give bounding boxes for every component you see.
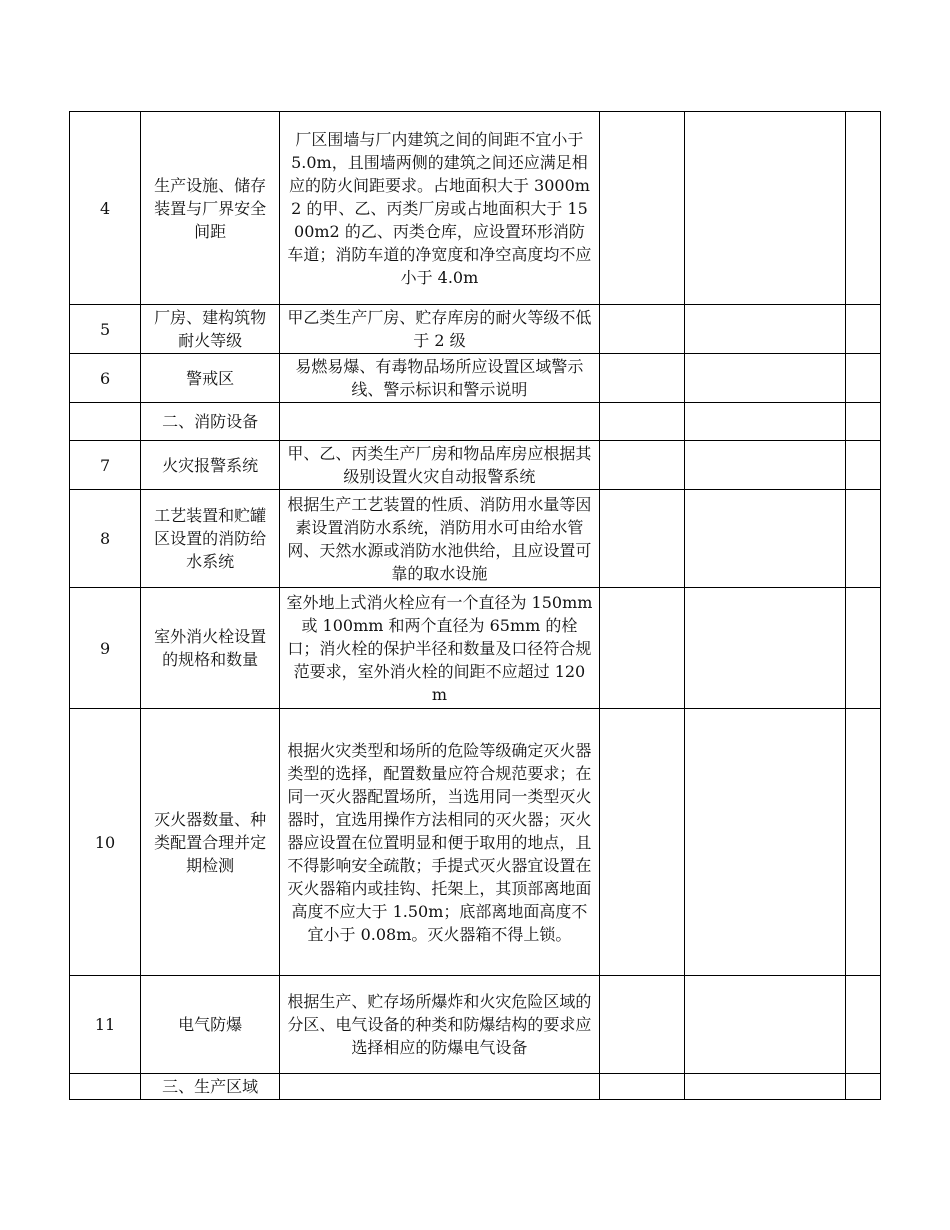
- check-item: 警戒区: [141, 354, 280, 403]
- check-requirement: 甲乙类生产厂房、贮存库房的耐火等级不低于 2 级: [280, 305, 599, 354]
- inspection-checklist-table: [69, 111, 881, 1100]
- blank-cell: [845, 112, 880, 305]
- blank-cell: [599, 354, 684, 403]
- blank-cell: [845, 976, 880, 1074]
- blank-cell: [684, 588, 845, 709]
- table-row: [70, 441, 881, 490]
- blank-cell: [684, 441, 845, 490]
- blank-cell: [599, 588, 684, 709]
- blank-cell: [684, 403, 845, 441]
- table-row: [70, 976, 881, 1074]
- blank-cell: [684, 112, 845, 305]
- row-number: [70, 1074, 141, 1100]
- row-number: 7: [70, 441, 141, 490]
- check-item: 灭火器数量、种类配置合理并定期检测: [141, 709, 280, 976]
- row-number: 8: [70, 490, 141, 588]
- table-row: [70, 112, 881, 305]
- check-item: 室外消火栓设置的规格和数量: [141, 588, 280, 709]
- table-row: [70, 709, 881, 976]
- blank-cell: [599, 976, 684, 1074]
- blank-cell: [599, 709, 684, 976]
- check-item: 生产设施、储存装置与厂界安全间距: [141, 112, 280, 305]
- blank-cell: [684, 354, 845, 403]
- blank-cell: [599, 112, 684, 305]
- blank-cell: [599, 490, 684, 588]
- blank-cell: [684, 490, 845, 588]
- blank-cell: [684, 709, 845, 976]
- row-number: 10: [70, 709, 141, 976]
- row-number: 9: [70, 588, 141, 709]
- section-row: [70, 1074, 881, 1100]
- check-item: 电气防爆: [141, 976, 280, 1074]
- section-heading: 三、生产区域: [141, 1074, 280, 1100]
- blank-cell: [599, 305, 684, 354]
- blank-cell: [845, 403, 880, 441]
- blank-cell: [845, 588, 880, 709]
- check-requirement: [280, 403, 599, 441]
- check-requirement: 厂区围墙与厂内建筑之间的间距不宜小于 5.0m，且围墙两侧的建筑之间还应满足相应的防火间距要求。占地面积大于 3000m2 的甲、乙、丙类厂房或占地面积大于 1500m2 的乙、丙类仓库，应设置环形消防车道；消防车道的净宽度和净空高度均不应小于 4.0m: [280, 112, 599, 305]
- table-row: [70, 305, 881, 354]
- blank-cell: [684, 976, 845, 1074]
- check-item: 工艺装置和贮罐区设置的消防给水系统: [141, 490, 280, 588]
- table-row: [70, 490, 881, 588]
- row-number: 5: [70, 305, 141, 354]
- section-heading: 二、消防设备: [141, 403, 280, 441]
- check-requirement: 易燃易爆、有毒物品场所应设置区域警示线、警示标识和警示说明: [280, 354, 599, 403]
- row-number: 4: [70, 112, 141, 305]
- check-requirement: 根据生产工艺装置的性质、消防用水量等因素设置消防水系统，消防用水可由给水管网、天然水源或消防水池供给，且应设置可靠的取水设施: [280, 490, 599, 588]
- check-item: 火灾报警系统: [141, 441, 280, 490]
- blank-cell: [599, 1074, 684, 1100]
- check-requirement: 根据火灾类型和场所的危险等级确定灭火器类型的选择，配置数量应符合规范要求；在同一灭火器配置场所，当选用同一类型灭火器时，宜选用操作方法相同的灭火器；灭火器应设置在位置明显和便于取用的地点，且不得影响安全疏散；手提式灭火器宜设置在灭火器箱内或挂钩、托架上，其顶部离地面高度不应大于 1.50m；底部离地面高度不宜小于 0.08m。灭火器箱不得上锁。: [280, 709, 599, 976]
- check-requirement: [280, 1074, 599, 1100]
- blank-cell: [845, 1074, 880, 1100]
- check-requirement: 甲、乙、丙类生产厂房和物品库房应根据其级别设置火灾自动报警系统: [280, 441, 599, 490]
- row-number: 6: [70, 354, 141, 403]
- blank-cell: [599, 403, 684, 441]
- blank-cell: [684, 1074, 845, 1100]
- table-row: [70, 588, 881, 709]
- table-row: [70, 354, 881, 403]
- blank-cell: [845, 305, 880, 354]
- check-item: 厂房、建构筑物耐火等级: [141, 305, 280, 354]
- row-number: [70, 403, 141, 441]
- check-requirement: 根据生产、贮存场所爆炸和火灾危险区域的分区、电气设备的种类和防爆结构的要求应选择相应的防爆电气设备: [280, 976, 599, 1074]
- blank-cell: [845, 709, 880, 976]
- row-number: 11: [70, 976, 141, 1074]
- section-row: [70, 403, 881, 441]
- blank-cell: [845, 441, 880, 490]
- blank-cell: [684, 305, 845, 354]
- blank-cell: [599, 441, 684, 490]
- check-requirement: 室外地上式消火栓应有一个直径为 150mm 或 100mm 和两个直径为 65mm 的栓口；消火栓的保护半径和数量及口径符合规范要求，室外消火栓的间距不应超过 120m: [280, 588, 599, 709]
- blank-cell: [845, 490, 880, 588]
- blank-cell: [845, 354, 880, 403]
